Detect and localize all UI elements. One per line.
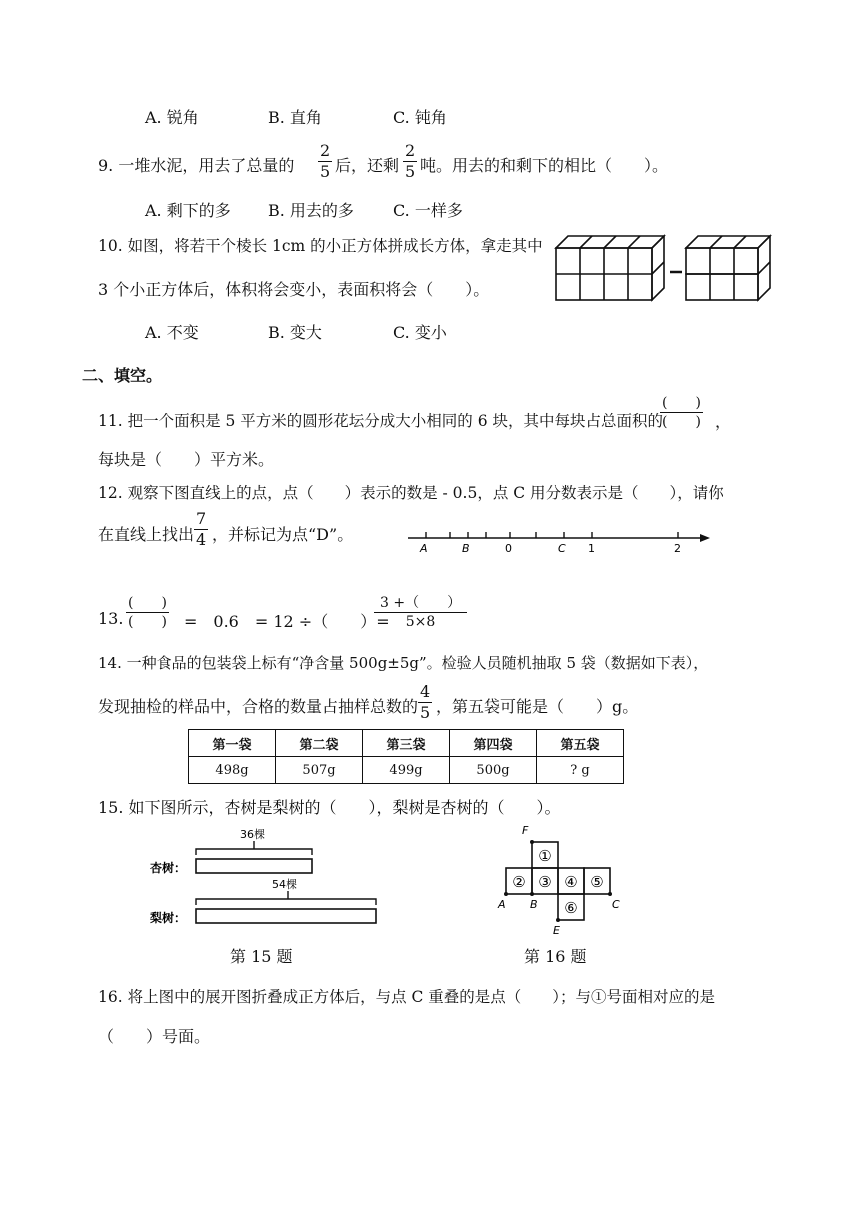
q14-text-part1: 发现抽检的样品中，合格的数量占抽样总数的 [98,697,419,716]
q12-fraction: $\frac{7}{4}$ [196,509,207,549]
cuboid-figure [552,228,772,308]
table-header-row [189,730,624,757]
q8-option-c: C. 钝角 [393,108,447,127]
pear-bar [196,909,376,923]
q9-option-a: A. 剩下的多 [145,201,231,220]
figure-caption-16: 第 16 题 [524,947,587,966]
point-label-b: B [462,542,470,555]
q16-line2: （ ）号面。 [98,1027,211,1046]
q13-fraction-2: $\frac{3 +( )}{5\times 8}$ [374,596,467,629]
table-header-cell: 第二袋 [276,730,363,757]
pear-label: 梨树： [150,911,187,925]
vertex-a [504,892,508,896]
q13-equation: = 0.6 = 12 ÷（ ）= [184,612,390,631]
point-label-a: A [420,542,428,555]
tree-bar-diagram [150,825,390,935]
table-header-cell: 第一袋 [189,730,276,757]
pear-brace [196,891,376,905]
apricot-count: 36棵 [240,828,265,841]
face-label-3: ③ [538,873,552,891]
vertex-label-a: A [498,898,506,911]
arrow-right-icon [700,534,710,542]
q10-option-a: A. 不变 [145,323,199,342]
q12-text-part1: 在直线上找出 [98,525,195,544]
q14-line1: 14. 一种食品的包装袋上标有“净含量 500g±5g”。检验人员随机抽取 5 袋（数据如下表）， [98,654,709,672]
face-label-2: ② [512,873,526,891]
q15-text: 15. 如下图所示，杏树是梨树的（ ），梨树是杏树的（ ）。 [98,798,561,817]
q9-option-c: C. 一样多 [393,201,463,220]
apricot-brace [196,841,312,855]
face-label-5: ⑤ [590,873,604,891]
q11-text-part1: 11. 把一个面积是 5 平方米的圆形花坛分成大小相同的 6 块，其中每块占总面积的 [98,412,664,430]
q13-number: 13. [98,609,124,628]
q12-text-part2: ，并标记为点“D”。 [212,525,354,544]
q9-fraction-2: $\frac{2}{5}$ [405,141,416,181]
q12-line1: 12. 观察下图直线上的点，点（ ）表示的数是 - 0.5，点 C 用分数表示是（ ），请你 [98,484,724,502]
cube-net-figure [492,820,632,945]
q13-fraction-blank: ( ) ( ) [128,595,167,630]
vertex-b [530,892,534,896]
tick-label-zero: 0 [505,542,512,555]
q9-text-part3: 吨。用去的和剩下的相比（ ）。 [420,156,669,175]
vertex-label-f: F [522,824,529,837]
face-label-1: ① [538,847,552,865]
q11-text-part2: ， [715,412,732,431]
q10-option-c: C. 变小 [393,323,447,342]
pear-count: 54棵 [272,878,297,891]
table-row [189,757,624,784]
q10-line2: 3 个小正方体后，体积将会变小，表面积将会（ ）。 [98,280,490,299]
table-cell: 499g [363,757,450,784]
table-cell: ? g [537,757,624,784]
q10-option-b: B. 变大 [268,323,322,342]
table-cell: 498g [189,757,276,784]
table-cell: 507g [276,757,363,784]
q14-text-part2: ，第五袋可能是（ ）g。 [436,697,639,716]
q16-line1: 16. 将上图中的展开图折叠成正方体后，与点 C 重叠的是点（ ）；与①号面相对应的是 [98,988,716,1006]
figure-caption-15: 第 15 题 [230,947,293,966]
q11-fraction-blank: ( ) ( ) [662,395,701,430]
section-title-fill-in: 二、填空。 [82,366,163,385]
vertex-label-c: C [612,898,620,911]
vertex-label-e: E [553,924,560,937]
q11-line2: 每块是（ ）平方米。 [98,450,275,469]
face-label-4: ④ [564,873,578,891]
apricot-label: 杏树： [150,861,187,875]
q9-text-part2: 后，还剩 [335,156,400,175]
vertex-f [530,840,534,844]
q8-option-b: B. 直角 [268,108,322,127]
q8-option-a: A. 锐角 [145,108,199,127]
tick-label-two: 2 [674,542,681,555]
table-header-cell: 第四袋 [450,730,537,757]
tick-label-one: 1 [588,542,595,555]
vertex-c [608,892,612,896]
q9-fraction-1: $\frac{2}{5}$ [320,141,331,181]
face-label-6: ⑥ [564,899,578,917]
q10-line1: 10. 如图，将若干个棱长 1cm 的小正方体拼成长方体，拿走其中 [98,237,543,255]
table-cell: 500g [450,757,537,784]
q9-option-b: B. 用去的多 [268,201,354,220]
apricot-bar [196,859,312,873]
q9-text-part1: 9. 一堆水泥，用去了总量的 [98,156,295,175]
number-line[interactable] [400,520,720,556]
table-header-cell: 第五袋 [537,730,624,757]
vertex-label-b: B [530,898,538,911]
vertex-e [556,918,560,922]
table-header-cell: 第三袋 [363,730,450,757]
sample-table [188,729,624,784]
point-label-c: C [558,542,566,555]
q14-fraction: $\frac{4}{5}$ [420,682,431,722]
